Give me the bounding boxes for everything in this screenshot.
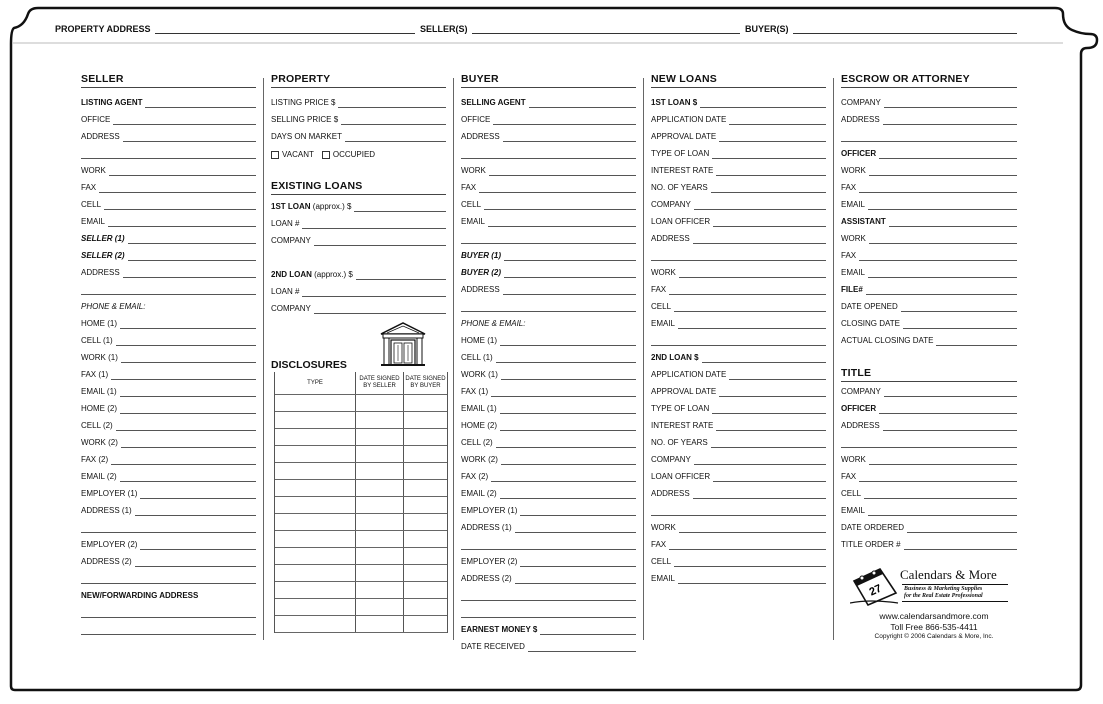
seller-1-label: SELLER (1) — [81, 234, 125, 243]
fax-label: FAX — [841, 472, 857, 481]
office-field[interactable] — [81, 112, 256, 125]
email-field[interactable] — [651, 316, 826, 329]
title-order-label: TITLE ORDER # — [841, 540, 901, 549]
employer-1-field[interactable] — [461, 503, 636, 516]
no-of-years-field[interactable] — [651, 180, 826, 193]
home-2-label: HOME (2) — [461, 421, 497, 430]
work-2-label: WORK (2) — [81, 438, 118, 447]
email-field[interactable] — [461, 214, 636, 227]
approval-date-label: APPROVAL DATE — [651, 132, 717, 141]
work-label: WORK — [841, 455, 866, 464]
loan-number-label: LOAN # — [271, 287, 300, 296]
work-label: WORK — [841, 166, 866, 175]
seller-1-field[interactable] — [81, 231, 256, 244]
blank-line[interactable] — [651, 248, 826, 261]
email-label: EMAIL — [461, 217, 486, 226]
property-address-field[interactable] — [55, 20, 415, 34]
blank-line[interactable] — [461, 537, 636, 550]
phone-email-field — [81, 299, 256, 312]
work-1-label: WORK (1) — [81, 353, 118, 362]
address-field[interactable] — [841, 418, 1017, 431]
email-2-label: EMAIL (2) — [81, 472, 117, 481]
date-received-field[interactable] — [461, 639, 636, 652]
listing-agent-label: LISTING AGENT — [81, 98, 143, 107]
buyer-section — [461, 72, 636, 651]
escrow-title: ESCROW OR ATTORNEY — [841, 72, 1017, 88]
interest-rate-label: INTEREST RATE — [651, 166, 714, 175]
blank-line[interactable] — [651, 503, 826, 516]
blank-line[interactable] — [841, 129, 1017, 142]
disclosures-title: DISCLOSURES — [271, 359, 347, 371]
approx-label: (approx.) $ — [314, 270, 353, 279]
disclosure-row-line[interactable] — [275, 547, 447, 548]
escrow-section — [841, 72, 1017, 642]
cell-field[interactable] — [651, 554, 826, 567]
company-field[interactable] — [271, 301, 446, 314]
blank-line[interactable] — [461, 605, 636, 618]
disclosure-row-line[interactable] — [275, 411, 447, 412]
work-2-field[interactable] — [81, 435, 256, 448]
disclosures-table — [274, 372, 448, 633]
cell-1-field[interactable] — [461, 350, 636, 363]
email-label: EMAIL — [651, 319, 676, 328]
phone-email-label: PHONE & EMAIL: — [461, 319, 526, 328]
occupied-label: OCCUPIED — [332, 150, 376, 159]
approval-date-label: APPROVAL DATE — [651, 387, 717, 396]
email-label: EMAIL — [841, 200, 866, 209]
date-opened-field[interactable] — [841, 299, 1017, 312]
column-divider — [263, 78, 264, 640]
blank-line[interactable] — [81, 146, 256, 159]
home-1-label: HOME (1) — [81, 319, 117, 328]
address-label: ADDRESS — [461, 285, 500, 294]
disc-type-header: TYPE — [307, 380, 323, 386]
address-label: ADDRESS — [81, 132, 120, 141]
officer-label: OFFICER — [841, 149, 877, 158]
closing-date-field[interactable] — [841, 316, 1017, 329]
approx-label: (approx.) $ — [312, 202, 352, 211]
work-1-field[interactable] — [461, 367, 636, 380]
buyer-1-field[interactable] — [461, 248, 636, 261]
address-label: ADDRESS — [651, 234, 690, 243]
home-1-field[interactable] — [461, 333, 636, 346]
occupied-checkbox[interactable] — [322, 150, 375, 159]
new-forwarding-address-field[interactable] — [81, 588, 256, 601]
fax-1-field[interactable] — [81, 367, 256, 380]
existing-loans-title: EXISTING LOANS — [271, 179, 446, 195]
second-loan-field[interactable] — [271, 267, 446, 280]
application-date-field[interactable] — [651, 367, 826, 380]
fax-label: FAX — [841, 251, 857, 260]
type-of-loan-label: TYPE OF LOAN — [651, 149, 710, 158]
cell-label: CELL — [841, 489, 862, 498]
email-label: EMAIL — [841, 506, 866, 515]
fax-1-field[interactable] — [461, 384, 636, 397]
employer-1-label: EMPLOYER (1) — [461, 506, 518, 515]
1st-loan-label: 1ST LOAN $ — [651, 98, 698, 107]
phone-email-field — [461, 316, 636, 329]
sellers-field[interactable] — [420, 20, 740, 34]
new-forwarding-address-label: NEW/FORWARDING ADDRESS — [81, 591, 199, 600]
cell-label: CELL — [651, 302, 672, 311]
office-field[interactable] — [461, 112, 636, 125]
date-ordered-label: DATE ORDERED — [841, 523, 904, 532]
disclosure-row-line[interactable] — [275, 462, 447, 463]
loan-number-field[interactable] — [271, 284, 446, 297]
selling-agent-field[interactable] — [461, 95, 636, 108]
earnest-money-label: EARNEST MONEY $ — [461, 625, 538, 634]
employer-2-field[interactable] — [461, 554, 636, 567]
blank-line[interactable] — [461, 588, 636, 601]
disclosure-row-line[interactable] — [275, 615, 447, 616]
cell-2-field[interactable] — [81, 418, 256, 431]
fax-label: FAX — [461, 183, 477, 192]
email-1-label: EMAIL (1) — [81, 387, 117, 396]
company-copyright: Copyright © 2006 Calendars & More, Inc. — [874, 633, 994, 640]
file-field[interactable] — [841, 282, 1017, 295]
no-of-years-label: NO. OF YEARS — [651, 438, 708, 447]
email-field[interactable] — [841, 503, 1017, 516]
company-website[interactable]: www.calendarsandmore.com — [879, 611, 989, 621]
assistant-field[interactable] — [841, 214, 1017, 227]
fax-2-field[interactable] — [461, 469, 636, 482]
1st-loan-field[interactable] — [651, 95, 826, 108]
employer-2-label: EMPLOYER (2) — [461, 557, 518, 566]
address-field[interactable] — [81, 265, 256, 278]
first-loan-field[interactable] — [271, 199, 446, 212]
work-label: WORK — [81, 166, 106, 175]
address-1-field[interactable] — [81, 503, 256, 516]
buyers-label: BUYER(S) — [745, 24, 789, 34]
fax-field[interactable] — [461, 180, 636, 193]
company-phone: Toll Free 866-535-4411 — [890, 622, 978, 632]
interest-rate-field[interactable] — [651, 163, 826, 176]
title-order-field[interactable] — [841, 537, 1017, 550]
address-field[interactable] — [651, 231, 826, 244]
work-2-field[interactable] — [461, 452, 636, 465]
sellers-label: SELLER(S) — [420, 24, 468, 34]
home-1-label: HOME (1) — [461, 336, 497, 345]
email-1-field[interactable] — [461, 401, 636, 414]
cell-field[interactable] — [81, 197, 256, 210]
fax-2-field[interactable] — [81, 452, 256, 465]
disc-buyer-header: DATE SIGNED BY BUYER — [405, 376, 446, 389]
fax-field[interactable] — [81, 180, 256, 193]
work-field[interactable] — [81, 163, 256, 176]
employer-2-field[interactable] — [81, 537, 256, 550]
cell-label: CELL — [81, 200, 102, 209]
company-label: COMPANY — [651, 200, 691, 209]
address-field[interactable] — [651, 486, 826, 499]
work-label: WORK — [461, 166, 486, 175]
work-1-label: WORK (1) — [461, 370, 498, 379]
work-field[interactable] — [841, 452, 1017, 465]
employer-2-label: EMPLOYER (2) — [81, 540, 138, 549]
disclosure-row-line[interactable] — [275, 394, 447, 395]
blank-line[interactable] — [461, 146, 636, 159]
interest-rate-label: INTEREST RATE — [651, 421, 714, 430]
company-label: COMPANY — [271, 236, 311, 245]
company-label: COMPANY — [271, 304, 311, 313]
officer-field[interactable] — [841, 146, 1017, 159]
application-date-field[interactable] — [651, 112, 826, 125]
disclosure-row-line[interactable] — [275, 632, 447, 633]
email-field[interactable] — [651, 571, 826, 584]
buyer-1-label: BUYER (1) — [461, 251, 502, 260]
blank-line[interactable] — [81, 282, 256, 295]
type-of-loan-field[interactable] — [651, 146, 826, 159]
company-label: COMPANY — [651, 455, 691, 464]
file-label: FILE# — [841, 285, 863, 294]
disc-seller-header: DATE SIGNED BY SELLER — [359, 376, 400, 389]
buyer-2-field[interactable] — [461, 265, 636, 278]
blank-line[interactable] — [461, 299, 636, 312]
disclosure-row-line[interactable] — [275, 598, 447, 599]
email-field[interactable] — [841, 265, 1017, 278]
no-of-years-label: NO. OF YEARS — [651, 183, 708, 192]
cell-1-label: CELL (1) — [81, 336, 113, 345]
home-2-label: HOME (2) — [81, 404, 117, 413]
loan-officer-field[interactable] — [651, 214, 826, 227]
cell-field[interactable] — [651, 299, 826, 312]
loan-officer-label: LOAN OFFICER — [651, 472, 711, 481]
cell-1-field[interactable] — [81, 333, 256, 346]
email-label: EMAIL — [841, 268, 866, 277]
2nd-loan-label: 2ND LOAN $ — [651, 353, 699, 362]
address-label: ADDRESS — [461, 132, 500, 141]
work-field[interactable] — [651, 265, 826, 278]
blank-line[interactable] — [651, 333, 826, 346]
second-loan-label: 2ND LOAN — [271, 270, 312, 279]
work-1-field[interactable] — [81, 350, 256, 363]
seller-2-label: SELLER (2) — [81, 251, 125, 260]
seller-section — [81, 72, 256, 642]
address-label: ADDRESS — [651, 489, 690, 498]
logo-name: Calendars & More — [900, 567, 997, 582]
work-2-label: WORK (2) — [461, 455, 498, 464]
employer-1-label: EMPLOYER (1) — [81, 489, 138, 498]
buyer-title: BUYER — [461, 72, 636, 88]
date-received-label: DATE RECEIVED — [461, 642, 525, 651]
fax-field[interactable] — [651, 537, 826, 550]
earnest-money-field[interactable] — [461, 622, 636, 635]
address-2-field[interactable] — [461, 571, 636, 584]
svg-text:27: 27 — [867, 582, 884, 599]
fax-1-label: FAX (1) — [81, 370, 109, 379]
address-1-label: ADDRESS (1) — [81, 506, 132, 515]
fax-label: FAX — [81, 183, 97, 192]
loan-officer-field[interactable] — [651, 469, 826, 482]
address-label: ADDRESS — [841, 421, 880, 430]
cell-2-label: CELL (2) — [81, 421, 113, 430]
closing-date-label: CLOSING DATE — [841, 319, 900, 328]
email-field[interactable] — [81, 214, 256, 227]
email-2-label: EMAIL (2) — [461, 489, 497, 498]
fax-label: FAX — [651, 285, 667, 294]
column-divider — [643, 78, 644, 640]
work-label: WORK — [841, 234, 866, 243]
disclosure-row-line[interactable] — [275, 496, 447, 497]
work-field[interactable] — [461, 163, 636, 176]
2nd-loan-field[interactable] — [651, 350, 826, 363]
fax-2-label: FAX (2) — [461, 472, 489, 481]
fax-label: FAX — [841, 183, 857, 192]
email-1-label: EMAIL (1) — [461, 404, 497, 413]
fax-1-label: FAX (1) — [461, 387, 489, 396]
email-label: EMAIL — [651, 574, 676, 583]
occupancy-checkboxes — [271, 146, 446, 159]
cell-field[interactable] — [461, 197, 636, 210]
column-divider — [833, 78, 834, 640]
property-address-label: PROPERTY ADDRESS — [55, 24, 151, 34]
calendar-logo-icon — [850, 563, 900, 607]
first-loan-label: 1ST LOAN — [271, 202, 311, 211]
work-field[interactable] — [841, 163, 1017, 176]
title-section-title: TITLE — [841, 366, 1017, 382]
address-1-field[interactable] — [461, 520, 636, 533]
no-of-years-field[interactable] — [651, 435, 826, 448]
blank-line[interactable] — [81, 622, 256, 635]
company-field[interactable] — [651, 197, 826, 210]
checkbox-icon — [271, 151, 279, 159]
column-divider — [453, 78, 454, 640]
address-2-label: ADDRESS (2) — [461, 574, 512, 583]
fax-field[interactable] — [841, 469, 1017, 482]
disclosure-row-line[interactable] — [275, 513, 447, 514]
address-label: ADDRESS — [841, 115, 880, 124]
approval-date-field[interactable] — [651, 129, 826, 142]
checkbox-icon — [322, 151, 330, 159]
disclosure-row-line[interactable] — [275, 530, 447, 531]
date-opened-label: DATE OPENED — [841, 302, 898, 311]
cell-label: CELL — [461, 200, 482, 209]
cell-2-field[interactable] — [461, 435, 636, 448]
employer-1-field[interactable] — [81, 486, 256, 499]
phone-email-label: PHONE & EMAIL: — [81, 302, 146, 311]
listing-price-label: LISTING PRICE $ — [271, 98, 336, 107]
address-field[interactable] — [461, 282, 636, 295]
company-label: COMPANY — [841, 387, 881, 396]
company-field[interactable] — [271, 233, 446, 246]
cell-label: CELL — [651, 557, 672, 566]
company-field[interactable] — [841, 95, 1017, 108]
days-on-market-field[interactable] — [271, 129, 446, 142]
selling-agent-label: SELLING AGENT — [461, 98, 526, 107]
date-ordered-field[interactable] — [841, 520, 1017, 533]
seller-2-field[interactable] — [81, 248, 256, 261]
address-label: ADDRESS — [81, 268, 120, 277]
email-2-field[interactable] — [81, 469, 256, 482]
cell-field[interactable] — [841, 486, 1017, 499]
selling-price-label: SELLING PRICE $ — [271, 115, 339, 124]
application-date-label: APPLICATION DATE — [651, 370, 727, 379]
logo-tagline-1: Business & Marketing Supplies — [904, 586, 983, 592]
email-field[interactable] — [841, 197, 1017, 210]
blank-line[interactable] — [841, 435, 1017, 448]
address-field[interactable] — [81, 129, 256, 142]
type-of-loan-label: TYPE OF LOAN — [651, 404, 710, 413]
approval-date-field[interactable] — [651, 384, 826, 397]
email-2-field[interactable] — [461, 486, 636, 499]
days-on-market-label: DAYS ON MARKET — [271, 132, 342, 141]
officer-label: OFFICER — [841, 404, 877, 413]
fax-field[interactable] — [841, 248, 1017, 261]
actual-closing-date-field[interactable] — [841, 333, 1017, 346]
office-label: OFFICE — [81, 115, 111, 124]
home-2-field[interactable] — [81, 401, 256, 414]
company-field[interactable] — [841, 384, 1017, 397]
address-field[interactable] — [841, 112, 1017, 125]
new-loans-section — [651, 72, 826, 642]
loan-number-label: LOAN # — [271, 219, 300, 228]
work-label: WORK — [651, 268, 676, 277]
cell-2-label: CELL (2) — [461, 438, 493, 447]
disclosure-row-line[interactable] — [275, 581, 447, 582]
house-icon — [378, 321, 428, 367]
officer-field[interactable] — [841, 401, 1017, 414]
buyers-field[interactable] — [745, 20, 1017, 34]
interest-rate-field[interactable] — [651, 418, 826, 431]
blank-line[interactable] — [81, 605, 256, 618]
application-date-label: APPLICATION DATE — [651, 115, 727, 124]
property-title: PROPERTY — [271, 72, 446, 88]
assistant-label: ASSISTANT — [841, 217, 886, 226]
company-field[interactable] — [651, 452, 826, 465]
type-of-loan-field[interactable] — [651, 401, 826, 414]
address-2-field[interactable] — [81, 554, 256, 567]
buyer-2-label: BUYER (2) — [461, 268, 502, 277]
vacant-label: VACANT — [282, 150, 314, 159]
email-label: EMAIL — [81, 217, 106, 226]
selling-price-field[interactable] — [271, 112, 446, 125]
seller-title: SELLER — [81, 72, 256, 88]
loan-officer-label: LOAN OFFICER — [651, 217, 711, 226]
work-field[interactable] — [651, 520, 826, 533]
address-1-label: ADDRESS (1) — [461, 523, 512, 532]
listing-price-field[interactable] — [271, 95, 446, 108]
email-1-field[interactable] — [81, 384, 256, 397]
loan-number-field[interactable] — [271, 216, 446, 229]
home-2-field[interactable] — [461, 418, 636, 431]
fax-label: FAX — [651, 540, 667, 549]
disclosure-row-line[interactable] — [275, 479, 447, 480]
blank-line[interactable] — [81, 520, 256, 533]
disclosure-row-line[interactable] — [275, 445, 447, 446]
listing-agent-field[interactable] — [81, 95, 256, 108]
address-2-label: ADDRESS (2) — [81, 557, 132, 566]
office-label: OFFICE — [461, 115, 491, 124]
home-1-field[interactable] — [81, 316, 256, 329]
vacant-checkbox[interactable] — [271, 150, 314, 159]
blank-line[interactable] — [461, 231, 636, 244]
cell-1-label: CELL (1) — [461, 353, 493, 362]
blank-line[interactable] — [81, 571, 256, 584]
disclosure-row-line[interactable] — [275, 428, 447, 429]
work-field[interactable] — [841, 231, 1017, 244]
work-label: WORK — [651, 523, 676, 532]
logo-tagline-2: for the Real Estate Professional — [904, 593, 983, 599]
fax-2-label: FAX (2) — [81, 455, 109, 464]
new-loans-title: NEW LOANS — [651, 72, 826, 88]
address-field[interactable] — [461, 129, 636, 142]
actual-closing-date-label: ACTUAL CLOSING DATE — [841, 336, 934, 345]
company-label: COMPANY — [841, 98, 881, 107]
disclosure-row-line[interactable] — [275, 564, 447, 565]
fax-field[interactable] — [651, 282, 826, 295]
fax-field[interactable] — [841, 180, 1017, 193]
